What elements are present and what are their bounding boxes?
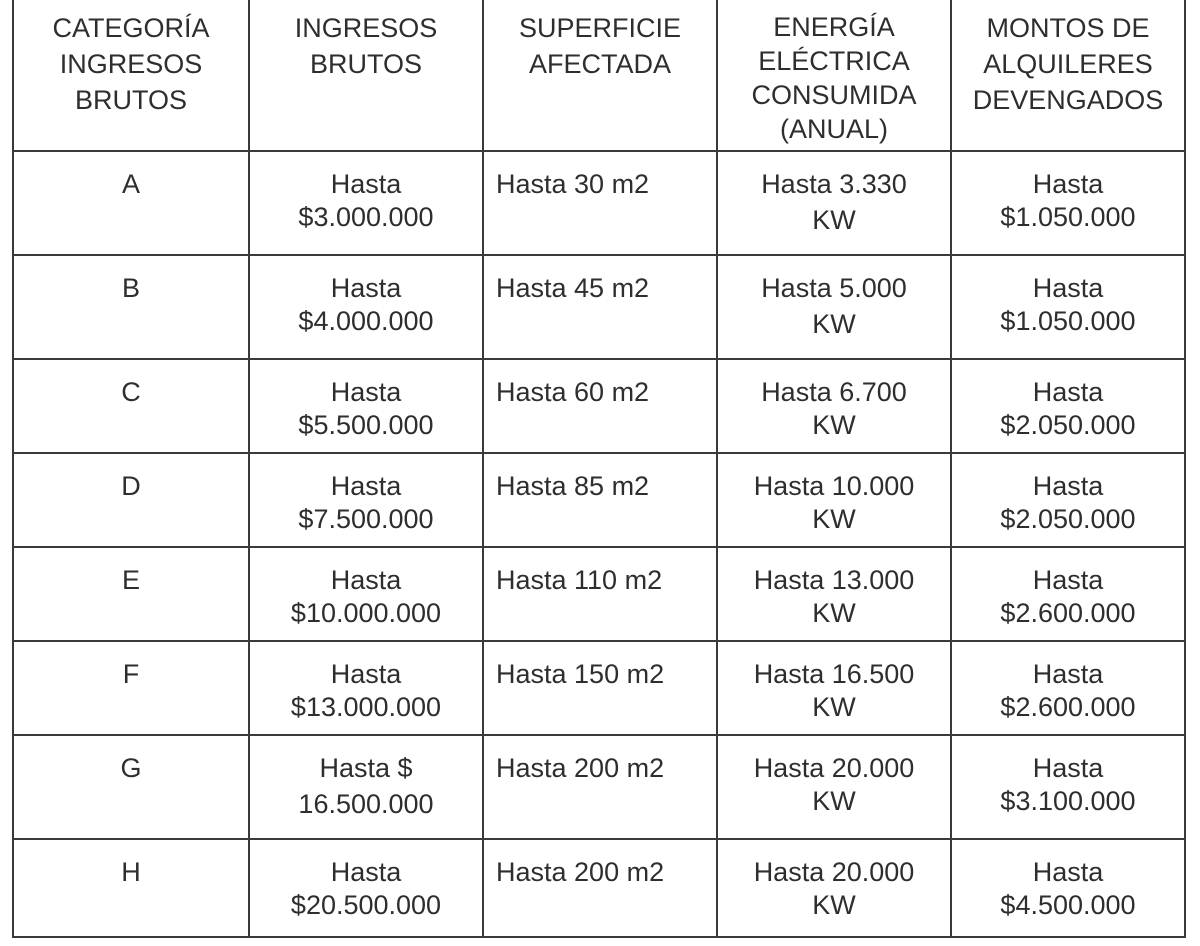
cell-categoria: A: [13, 151, 249, 255]
categories-table: [12, 0, 1186, 938]
cell-alquileres: Hasta $2.050.000: [951, 453, 1185, 547]
cell-superficie: Hasta 60 m2: [483, 359, 717, 453]
table-row-f: [13, 641, 1185, 735]
cell-energia: Hasta 13.000 KW: [717, 547, 951, 641]
table-row-b: [13, 255, 1185, 359]
table-row-e: [13, 547, 1185, 641]
cell-ingresos: Hasta $7.500.000: [249, 453, 483, 547]
header-row: [13, 0, 1185, 151]
cell-alquileres: Hasta $4.500.000: [951, 839, 1185, 937]
cell-ingresos: Hasta $13.000.000: [249, 641, 483, 735]
cell-categoria: D: [13, 453, 249, 547]
header-alquileres: MONTOS DE ALQUILERES DEVENGADOS: [951, 0, 1185, 151]
table-row-c: [13, 359, 1185, 453]
cell-categoria: F: [13, 641, 249, 735]
cell-ingresos: Hasta $3.000.000: [249, 151, 483, 255]
cell-superficie: Hasta 30 m2: [483, 151, 717, 255]
cell-ingresos: Hasta $4.000.000: [249, 255, 483, 359]
cell-energia: Hasta 10.000 KW: [717, 453, 951, 547]
cell-superficie: Hasta 110 m2: [483, 547, 717, 641]
cell-alquileres: Hasta $2.050.000: [951, 359, 1185, 453]
table-row-d: [13, 453, 1185, 547]
cell-superficie: Hasta 150 m2: [483, 641, 717, 735]
cell-alquileres: Hasta $2.600.000: [951, 641, 1185, 735]
header-ingresos: INGRESOS BRUTOS: [249, 0, 483, 151]
header-superficie: SUPERFICIE AFECTADA: [483, 0, 717, 151]
cell-energia: Hasta 20.000 KW: [717, 735, 951, 839]
cell-energia: Hasta 6.700 KW: [717, 359, 951, 453]
cell-superficie: Hasta 200 m2: [483, 735, 717, 839]
cell-superficie: Hasta 200 m2: [483, 839, 717, 937]
cell-ingresos: Hasta $5.500.000: [249, 359, 483, 453]
cell-ingresos: Hasta $ 16.500.000: [249, 735, 483, 839]
cell-categoria: E: [13, 547, 249, 641]
cell-superficie: Hasta 85 m2: [483, 453, 717, 547]
cell-energia: Hasta 3.330 KW: [717, 151, 951, 255]
cell-energia: Hasta 20.000 KW: [717, 839, 951, 937]
cell-alquileres: Hasta $1.050.000: [951, 151, 1185, 255]
cell-superficie: Hasta 45 m2: [483, 255, 717, 359]
cell-ingresos: Hasta $10.000.000: [249, 547, 483, 641]
cell-categoria: H: [13, 839, 249, 937]
table-row-h: [13, 839, 1185, 937]
cell-alquileres: Hasta $3.100.000: [951, 735, 1185, 839]
header-categoria: CATEGORÍA INGRESOS BRUTOS: [13, 0, 249, 151]
header-energia: ENERGÍA ELÉCTRICA CONSUMIDA (ANUAL): [717, 0, 951, 151]
cell-categoria: G: [13, 735, 249, 839]
cell-categoria: C: [13, 359, 249, 453]
cell-alquileres: Hasta $2.600.000: [951, 547, 1185, 641]
cell-ingresos: Hasta $20.500.000: [249, 839, 483, 937]
cell-energia: Hasta 16.500 KW: [717, 641, 951, 735]
cell-alquileres: Hasta $1.050.000: [951, 255, 1185, 359]
cell-energia: Hasta 5.000 KW: [717, 255, 951, 359]
table-row-g: [13, 735, 1185, 839]
table-row-a: [13, 151, 1185, 255]
cell-categoria: B: [13, 255, 249, 359]
